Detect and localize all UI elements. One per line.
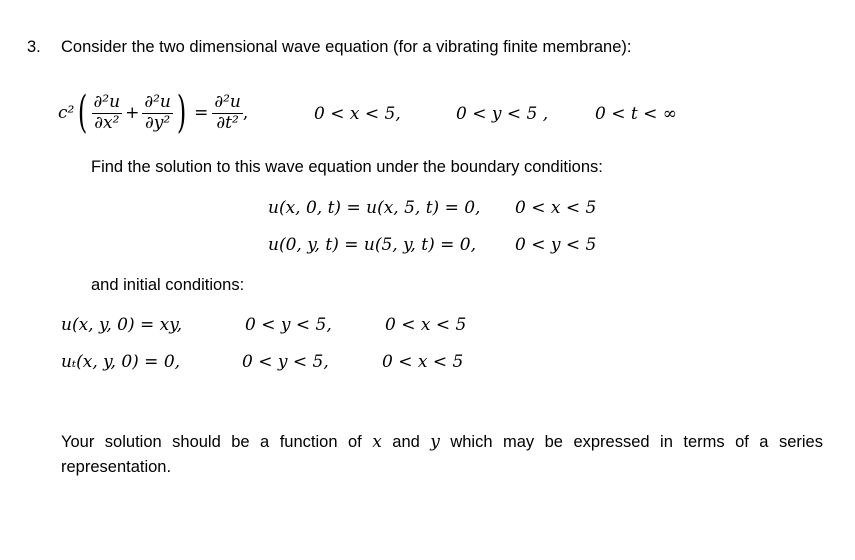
equals-sign: =: [194, 103, 209, 123]
c-squared: c²: [58, 103, 75, 123]
find-text: Find the solution to this wave equation under the boundary conditions:: [91, 158, 603, 176]
boundary-condition-2: u(0, y, t) = u(5, y, t) = 0,: [268, 235, 476, 255]
boundary-condition-2-range: 0 < y < 5: [515, 235, 597, 255]
initial-condition-1-range-y: 0 < y < 5,: [245, 315, 332, 335]
fraction-uxx: [92, 93, 123, 133]
initial-condition-2-range-y: 0 < y < 5,: [242, 352, 329, 372]
initial-condition-2-range-x: 0 < x < 5: [382, 352, 464, 372]
fraction-utt-den: ∂t²: [212, 113, 243, 134]
closing-and: and: [392, 433, 420, 451]
wave-equation: [58, 87, 249, 138]
closing-var-y: y: [430, 432, 440, 452]
left-paren: (: [78, 87, 88, 138]
domain-y: 0 < y < 5 ,: [456, 104, 549, 124]
boundary-condition-1: u(x, 0, t) = u(x, 5, t) = 0,: [268, 198, 481, 218]
fraction-uyy-den: ∂y²: [142, 113, 173, 134]
closing-paragraph: [61, 430, 823, 480]
closing-var-x: x: [372, 432, 382, 452]
fraction-utt-num: ∂²u: [214, 91, 241, 112]
initial-condition-1-range-x: 0 < x < 5: [385, 315, 467, 335]
fraction-uyy: [142, 93, 173, 133]
equation-comma: ,: [242, 103, 249, 123]
initial-condition-2: uₜ(x, y, 0) = 0,: [61, 352, 181, 372]
fraction-uxx-num: ∂²u: [93, 91, 121, 112]
problem-number: 3.: [27, 38, 41, 56]
closing-part1: Your solution should be a function of: [61, 433, 362, 451]
fraction-uyy-num: ∂²u: [144, 91, 171, 112]
closing-part2: which may be expressed in terms of a series representation.: [61, 433, 823, 476]
fraction-utt: [212, 93, 243, 133]
domain-t: 0 < t < ∞: [595, 104, 677, 124]
fraction-uxx-den: ∂x²: [92, 113, 123, 134]
initial-condition-1: u(x, y, 0) = xy,: [61, 315, 182, 335]
plus-sign: +: [125, 103, 140, 123]
right-paren: ): [176, 87, 187, 138]
initial-text: and initial conditions:: [91, 276, 245, 294]
problem-intro: Consider the two dimensional wave equation (for a vibrating finite membrane):: [61, 38, 632, 56]
domain-x: 0 < x < 5,: [314, 104, 401, 124]
boundary-condition-1-range: 0 < x < 5: [515, 198, 597, 218]
